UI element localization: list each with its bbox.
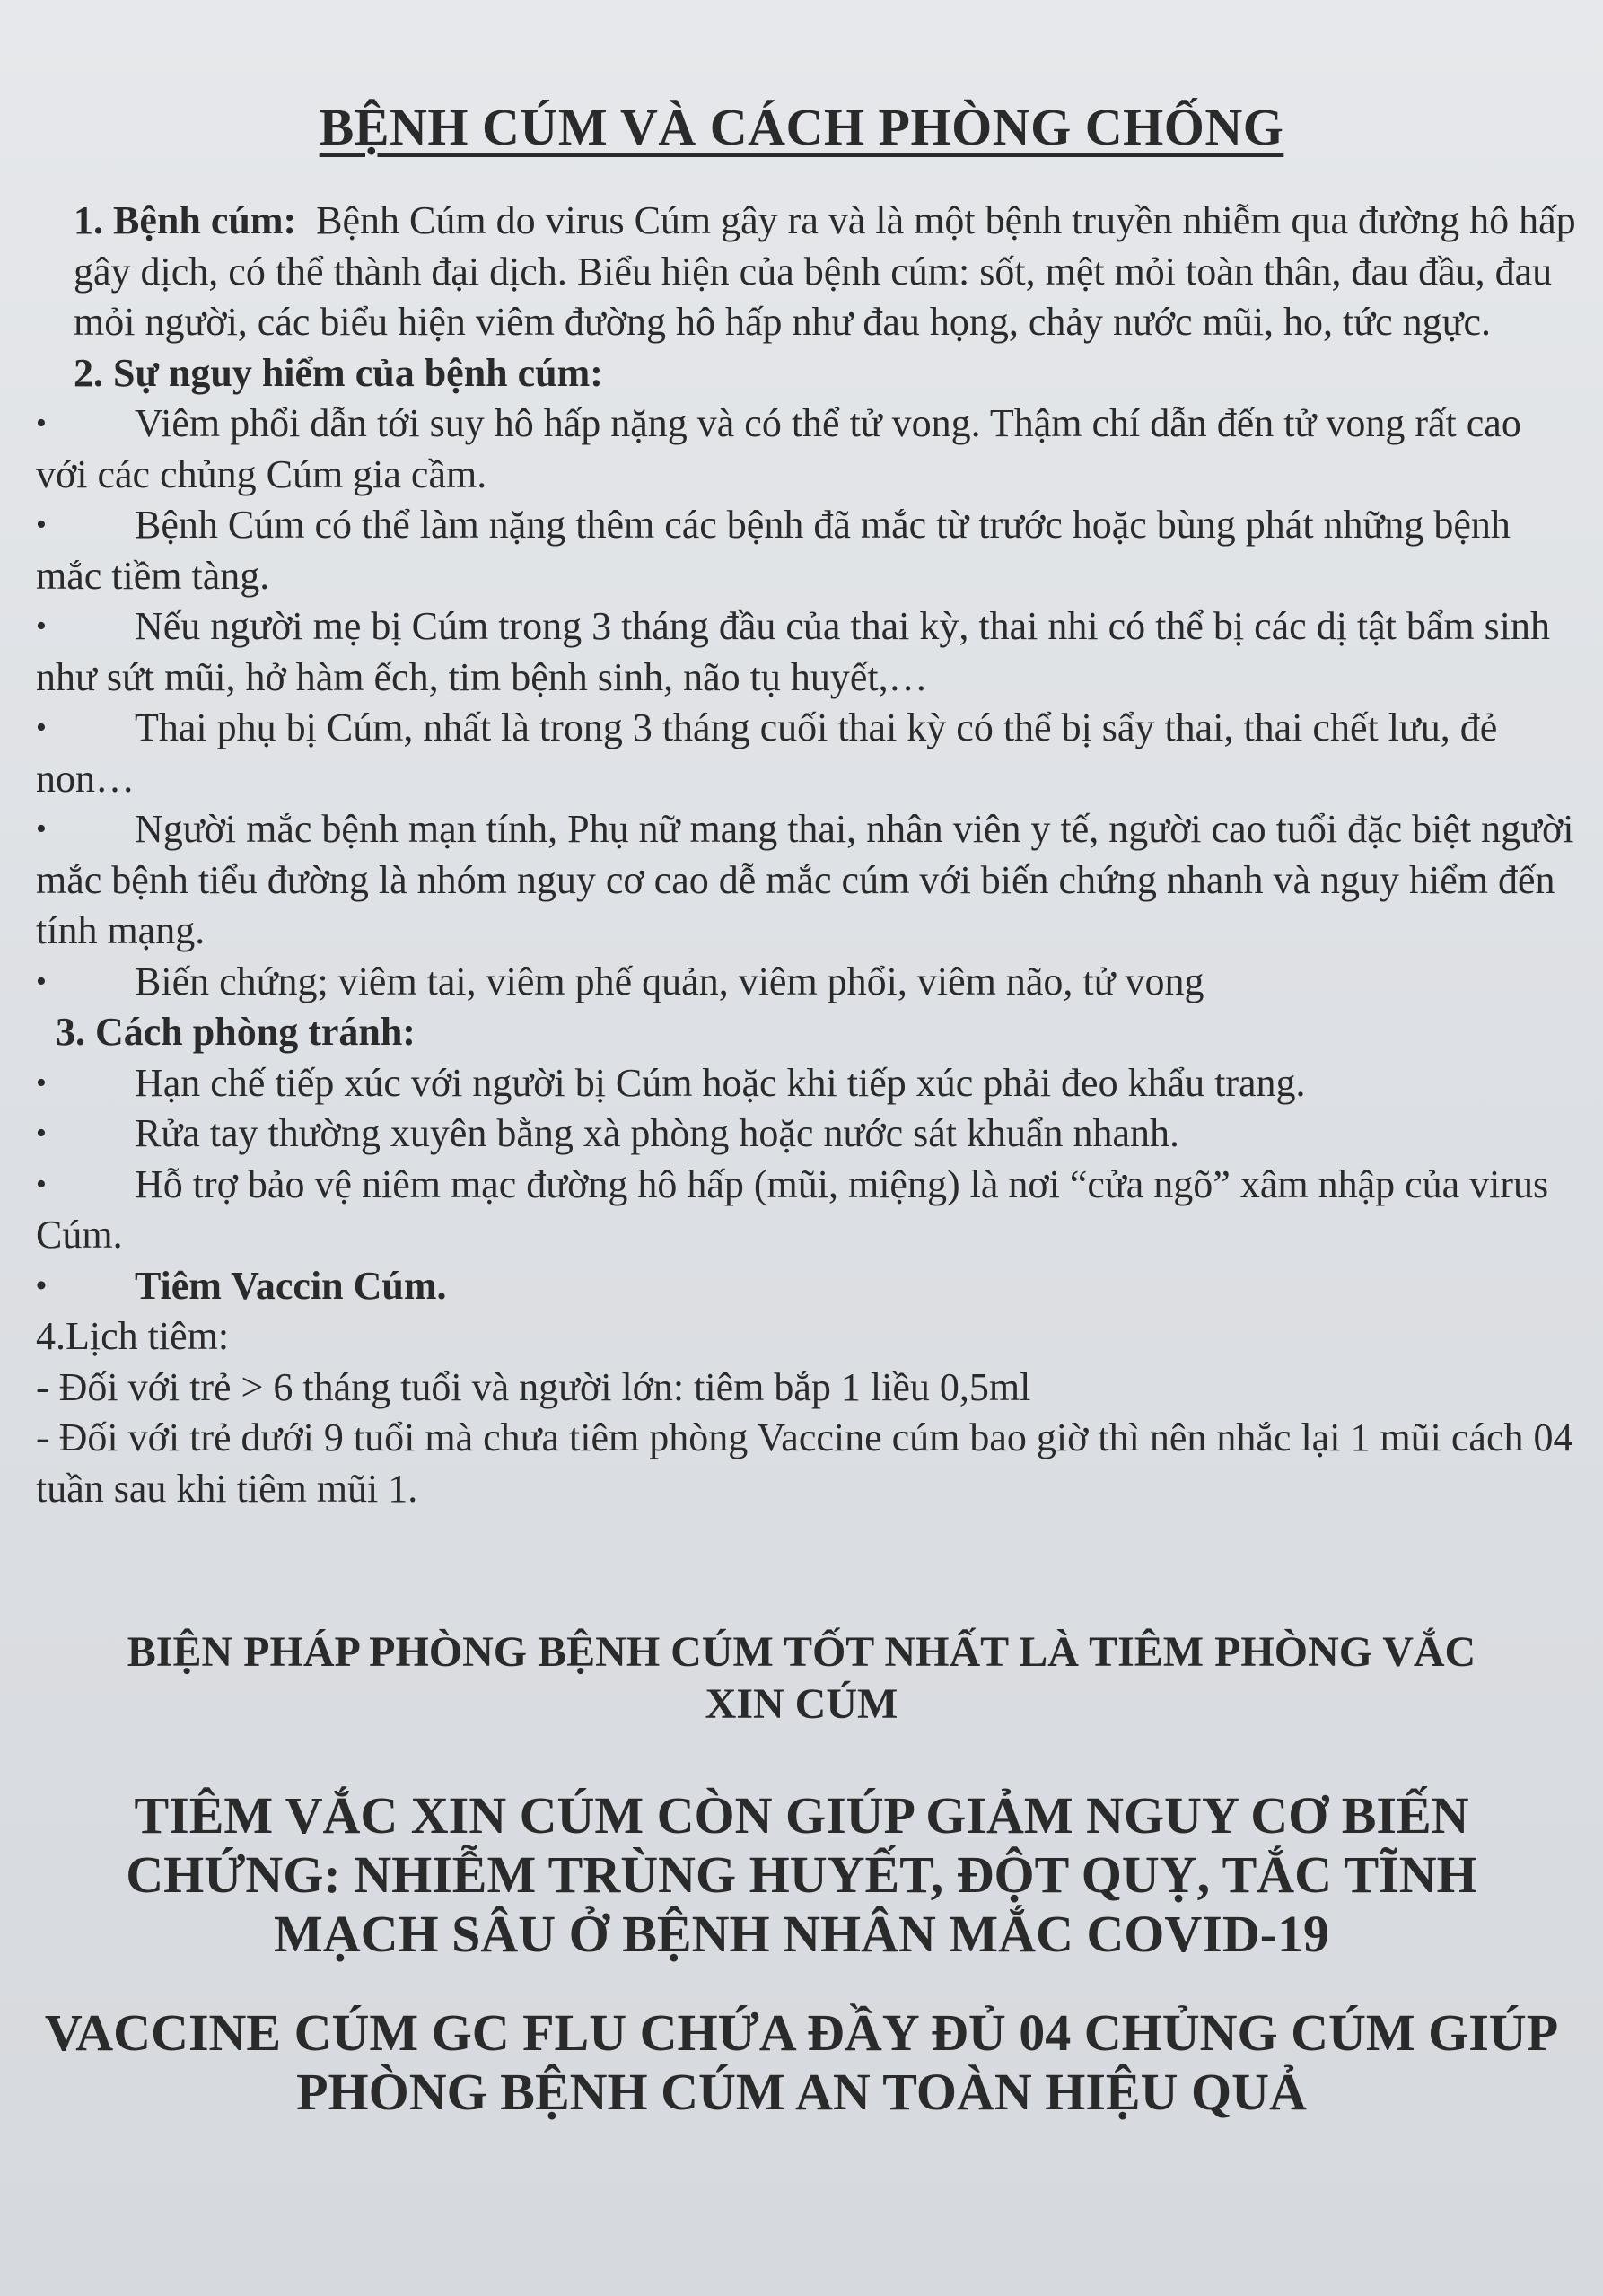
bullet-icon: • xyxy=(36,609,47,643)
list-item: • Người mắc bệnh mạn tính, Phụ nữ mang thai, nhân viên y tế, người cao tuổi đặc biệt người mắc bệnh tiểu đường là nhóm nguy cơ cao dễ mắc cúm với biến chứng nhanh và nguy hiểm đến tính mạng. xyxy=(36,804,1576,957)
list-item: • Hạn chế tiếp xúc với người bị Cúm hoặc khi tiếp xúc phải đeo khẩu trang. xyxy=(36,1058,1576,1109)
bullet-icon: • xyxy=(36,407,47,440)
schedule-line: - Đối với trẻ > 6 tháng tuổi và người lớn: tiêm bắp 1 liều 0,5ml xyxy=(36,1364,1031,1409)
section-3-heading: 3. Cách phòng tránh: xyxy=(56,1010,416,1054)
bullet-icon: • xyxy=(36,508,47,541)
bullet-icon: • xyxy=(36,1117,47,1150)
list-item: • Tiêm Vaccin Cúm. xyxy=(36,1261,1576,1312)
bullet-icon: • xyxy=(36,1268,47,1302)
section-3-list xyxy=(36,1058,1576,1312)
list-item: • Biến chứng; viêm tai, viêm phế quản, viêm phổi, viêm não, tử vong xyxy=(36,957,1576,1008)
list-item: • Nếu người mẹ bị Cúm trong 3 tháng đầu của thai kỳ, thai nhi có thể bị các dị tật bẩm sinh như sứt mũi, hở hàm ếch, tim bệnh sinh, não tụ huyết,… xyxy=(36,601,1576,703)
list-item: • Rửa tay thường xuyên bằng xà phòng hoặc nước sát khuẩn nhanh. xyxy=(36,1109,1576,1160)
bullet-icon: • xyxy=(36,711,47,744)
section-4-heading: 4.Lịch tiêm: xyxy=(36,1314,230,1358)
list-item: • Bệnh Cúm có thể làm nặng thêm các bệnh đã mắc từ trước hoặc bùng phát những bệnh mắc tiềm tàng. xyxy=(36,500,1576,601)
list-item: • Hỗ trợ bảo vệ niêm mạc đường hô hấp (mũi, miệng) là nơi “cửa ngõ” xâm nhập của virus Cúm. xyxy=(36,1160,1576,1261)
section-2-list xyxy=(36,399,1576,1007)
document-body xyxy=(36,196,1576,1514)
section-1 xyxy=(36,196,1576,348)
bullet-icon: • xyxy=(36,1167,47,1201)
bullet-icon: • xyxy=(36,1065,47,1100)
list-item: • Viêm phổi dẫn tới suy hô hấp nặng và có thể tử vong. Thậm chí dẫn đến tử vong rất cao với các chủng Cúm gia cầm. xyxy=(36,399,1576,500)
vaccine-notice: VACCINE CÚM GC FLU CHỨA ĐẦY ĐỦ 04 CHỦNG CÚM GIÚP PHÒNG BỆNH CÚM AN TOÀN HIỆU QUẢ xyxy=(44,2003,1559,2121)
schedule-line: - Đối với trẻ dưới 9 tuổi mà chưa tiêm phòng Vaccine cúm bao giờ thì nên nhắc lại 1 mũi cách 04 tuần sau khi tiêm mũi 1. xyxy=(36,1415,1573,1511)
page-title: BỆNH CÚM VÀ CÁCH PHÒNG CHỐNG xyxy=(319,98,1284,156)
list-item: • Thai phụ bị Cúm, nhất là trong 3 tháng cuối thai kỳ có thể bị sẩy thai, thai chết lưu, đẻ non… xyxy=(36,703,1576,804)
bullet-icon: • xyxy=(36,812,47,846)
bullet-icon: • xyxy=(36,964,47,998)
prevention-notice: BIỆN PHÁP PHÒNG BỆNH CÚM TỐT NHẤT LÀ TIÊM PHÒNG VẮC XIN CÚM xyxy=(127,1628,1476,1728)
section-1-heading: 1. Bệnh cúm: xyxy=(74,198,297,242)
section-1-text: Bệnh Cúm do virus Cúm gây ra và là một bệnh truyền nhiễm qua đường hô hấp gây dịch, có thể thành đại dịch. Biểu hiện của bệnh cúm: sốt, mệt mỏi toàn thân, đau đầu, đau mỏi người, các biểu hiện viêm đường hô hấp như đau họng, chảy nước mũi, ho, tức ngực. xyxy=(74,198,1576,344)
complications-notice: TIÊM VẮC XIN CÚM CÒN GIÚP GIẢM NGUY CƠ BIẾN CHỨNG: NHIỄM TRÙNG HUYẾT, ĐỘT QUỴ, TẮC TĨNH MẠCH SÂU Ở BỆNH NHÂN MẮC COVID-19 xyxy=(126,1786,1477,1963)
section-2-heading: 2. Sự nguy hiểm của bệnh cúm: xyxy=(74,350,603,395)
